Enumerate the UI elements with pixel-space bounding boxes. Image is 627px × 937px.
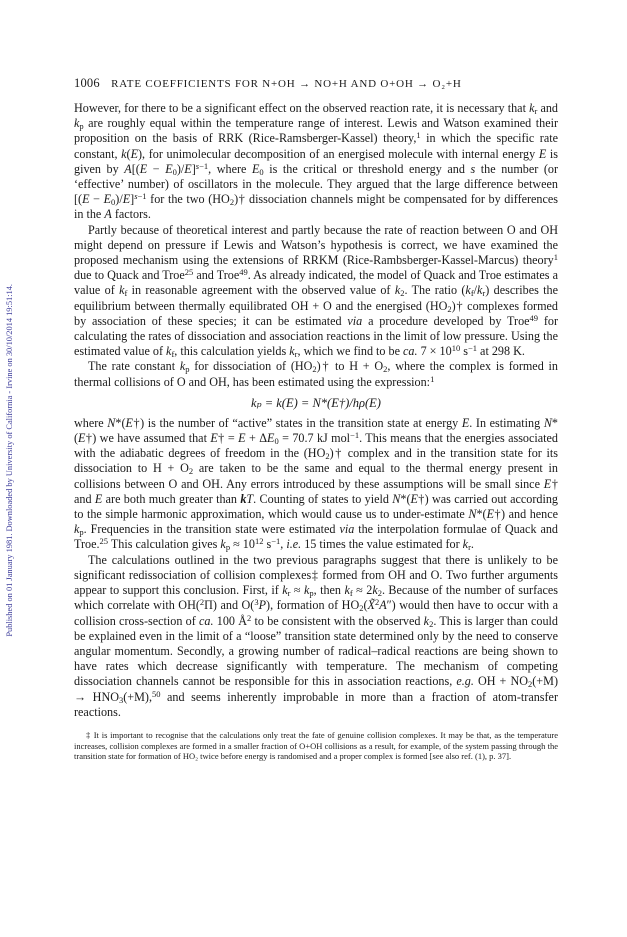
rate-equation	[74, 395, 558, 412]
download-notice	[2, 160, 16, 760]
article-body	[74, 101, 558, 720]
running-head	[74, 76, 558, 91]
paragraph-3: The rate constant $k_p$ for dissociation of $(HO_2)\dagger$ to $H + O_2$, where the complex is formed in thermal collisions of O and OH, has been estimated using the expression:$^1$	[74, 359, 558, 389]
footnote-text: ‡ It is important to recognise that the calculations only treat the fate of genuine collision complexes. It may be that, as the temperature increases, collision complexes are formed in a smaller fraction of O+OH collisions as a result, for example, of the system passing through the transition state for formation of HO₂ twice before energy is randomised and a proper complex is formed [see also ref. (1), p. 37].	[74, 729, 558, 762]
paragraph-1: However, for there to be a significant effect on the observed reaction rate, it is necessary that $k_r$ and $k_p$ are roughly equal within the temperature range of interest. Lewis and Watson examined their proposition on the basis of RRK (Rice-Ramsberger-Kassel) theory,$^1$ in which the specific rate constant, k(E), for unimolecular decomposition of an energised molecule with internal energy E is given by $A[(E - E_0)/E]^{s-1}$, where $E_0$ is the critical or threshold energy and s the number (or ‘effective’ number) of oscillators in the molecule. They argued that the large difference between $[(E - E_0)/E]^{s-1}$ for the two $(HO_2)\dagger$ dissociation channels might be compensated for by differences in the A factors.	[74, 101, 559, 222]
footnote	[74, 730, 558, 762]
rate-equation-text: kₚ = k(E) = N*(E†)/hρ(E)	[251, 395, 381, 410]
journal-page	[74, 76, 558, 762]
paragraph-4: where N*(E†) is the number of “active” states in the transition state at energy E. In estimating N*(E†) we have assumed that E† = $E + \Delta E_0 = 70.7$ kJ mol$^{-1}$. This means that the energies associated with the adiabatic degrees of freedom in the $(HO_2)\dagger$ complex and in the transition state for its dissociation to $H + O_2$ are taken to be the same and equal to the thermal energy present in collisions between O and OH. Any errors introduced by these assumptions will be small since E† and E are both much greater than kT. Counting of states to yield N*(E†) was carried out according to the simple harmonic approximation, which would cause us to under-estimate N*(E†) and hence $k_p$. Frequencies in the transition state were estimated via the interpolation formulae of Quack and Troe.$^{25}$ This calculation gives $k_p \approx 10^{12}$ $s^{-1}$, i.e. 15 times the value estimated for $k_r$.	[74, 415, 559, 553]
running-title: RATE COEFFICIENTS FOR N+OH → NO+H AND O+OH → O₂+H	[111, 78, 462, 90]
paragraph-5: The calculations outlined in the two previous paragraphs suggest that there is unlikely to be significant redissociation of collision complexes‡ formed from OH and O. Two further arguments appear to support this conclusion. First, if $k_r \approx k_p$, then $k_f \approx 2k_2$. Because of the number of surfaces which correlate with OH($^2$Π) and O($^3$P), formation of $HO_2(X̃^2A'')$ would then have to occur with a collision cross-section of ca. 100 $Å^2$ to be consistent with the observed $k_2$. This is larger than could be explained even in the limit of a “loose” transition state determined only by the need to conserve angular momentum. Secondly, a growing number of radical–radical reactions are being shown to have rates which decrease significantly with temperature. The mechanism of competing dissociation channels cannot be responsible for this in association reactions, e.g. OH + $NO_2(+M) \to HNO_3(+M),^{50}$ and seems inherently improbable in more than a fraction of atom-transfer reactions.	[74, 552, 558, 719]
page-number: 1006	[74, 76, 100, 90]
paragraph-2: Partly because of theoretical interest and partly because the rate of reaction between O and OH might depend on pressure if Lewis and Watson’s hypothesis is correct, we have examined the proposed mechanism using the extensions of RRKM (Rice-Rambsberger-Kassel-Marcus) theory$^1$ due to Quack and Troe$^{25}$ and Troe$^{49}$. As already indicated, the model of Quack and Troe estimates a value of $k_f$ in reasonable agreement with the observed value of $k_2$. The ratio $(k_f/k_r)$ describes the equilibrium between thermally equilibrated OH + O and the energised $(HO_2)\dagger$ complexes formed by association of these species; it can be estimated via a procedure developed by Troe$^{49}$ for calculating the rates of dissociation and association reactions in the limit of low pressure. Using the estimated value of $k_f$, this calculation yields $k_r$, which we find to be ca. $7 \times 10^{10}$ $s^{-1}$ at 298 K.	[74, 222, 558, 360]
download-notice-text: Published on 01 January 1981. Downloaded by University of California - Irvine on 30/10/2014 19:51:14.	[4, 283, 14, 637]
